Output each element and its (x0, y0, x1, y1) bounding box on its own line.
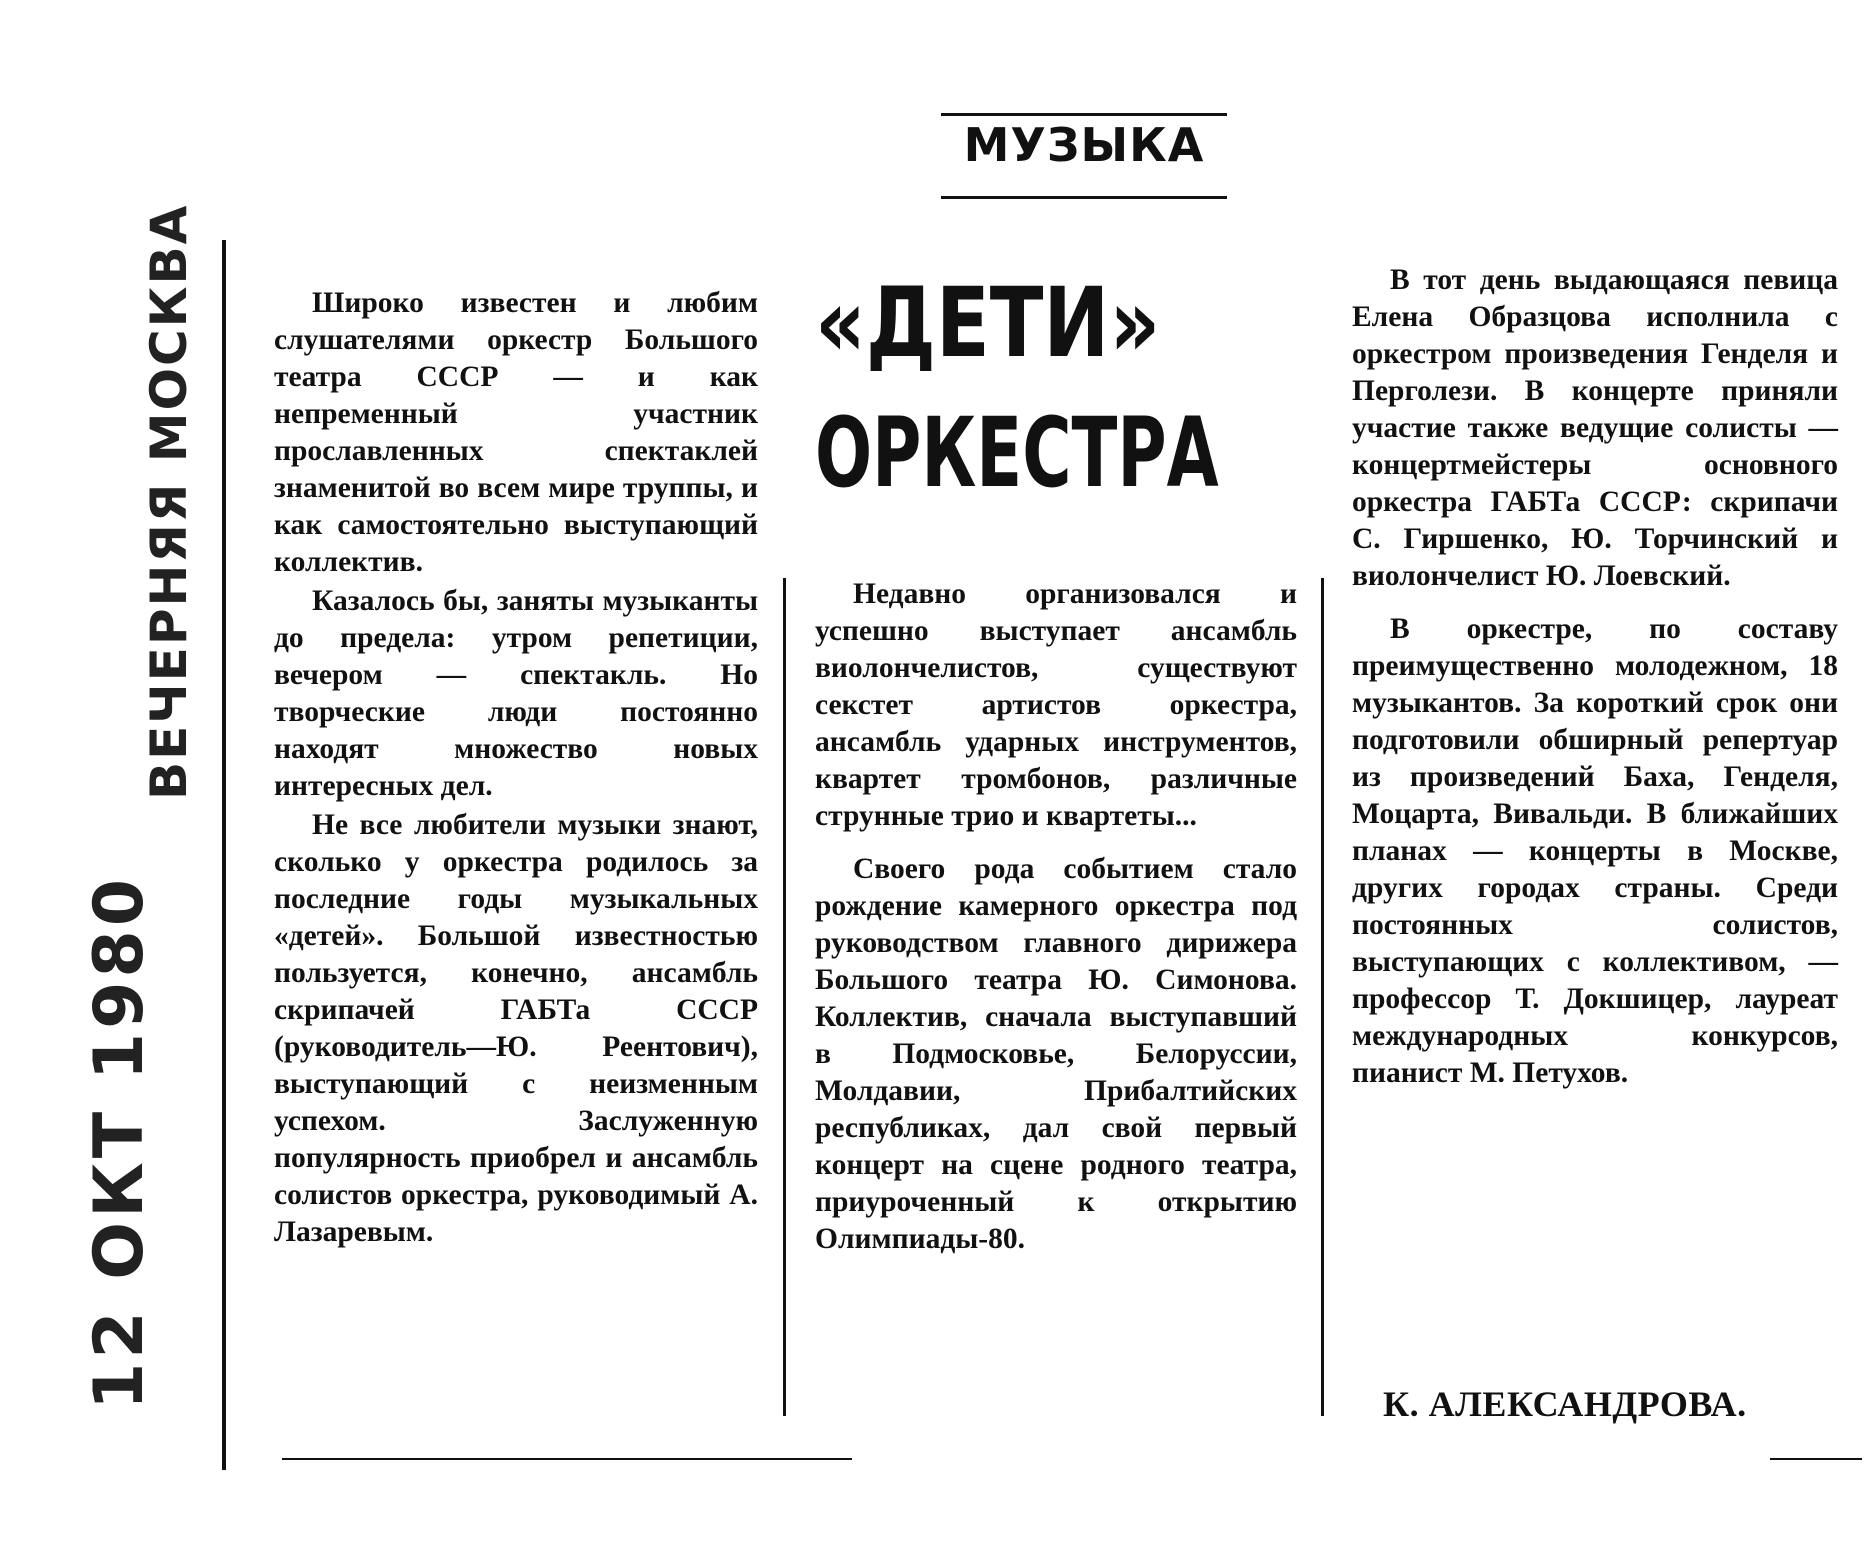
headline-line-2: ОРКЕСТРА (815, 397, 1219, 509)
section-title: МУЗЫКА (963, 118, 1205, 172)
article-middle-column (815, 576, 1297, 1258)
paragraph: В тот день выдающаяся певица Елена Образцова исполнила с оркестром произведения Генделя и Перголези. В концерте приняли участие также ведущие солисты — концертмейстеры основного оркестра ГАБТа СССР: скрипачи С. Гиршенко, Ю. Торчинский и виолончелист Ю. Лоевский. (1352, 264, 1838, 592)
date-stamp: 12 ОКТ 1980 (80, 874, 159, 1410)
paragraph: В оркестре, по составу преимущественно молодежном, 18 музыкантов. За короткий срок они подготовили обширный репертуар из произведений Баха, Генделя, Моцарта, Вивальди. В ближайших планах — концерты в Москве, других городах страны. Среди постоянных солистов, выступающих с коллективом, — профессор Т. Докшицер, лауреат международных конкурсов, пианист М. Петухов. (1352, 613, 1838, 1089)
section-rule-top (941, 113, 1227, 116)
article-left-column (274, 285, 758, 1251)
headline-line-1: «ДЕТИ» (815, 267, 1161, 379)
bottom-rule-right (1770, 1458, 1862, 1460)
paragraph: Широко известен и любим слушателями оркестр Большого театра СССР — и как непременный участник прославленных спектаклей знаменитой во всем мире труппы, и как самостоятельно выступающий коллектив. (274, 287, 758, 578)
left-margin-rule (222, 240, 226, 1470)
paragraph: Своего рода событием стало рождение камерного оркестра под руководством главного дирижера Большого театра Ю. Симонова. Коллектив, сначала выступавший в Подмосковье, Белоруссии, Молдавии, Прибалтийских республиках, дал свой первый концерт на сцене родного театра, приуроченный к открытию Олимпиады-80. (815, 853, 1297, 1255)
newspaper-stamp: ВЕЧЕРНЯЯ МОСКВА (140, 203, 198, 800)
section-rule-bottom (941, 196, 1227, 199)
article-right-column (1352, 262, 1838, 1092)
paragraph: Недавно организовался и успешно выступает ансамбль виолончелистов, существуют секстет артистов оркестра, ансамбль ударных инструментов, квартет тромбонов, различные струнные трио и квартеты... (815, 578, 1297, 832)
paragraph: Не все любители музыки знают, сколько у оркестра родилось за последние годы музыкальных «детей». Большой известностью пользуется, конечно, ансамбль скрипачей ГАБТа СССР (руководитель—Ю. Реентович), выступающий с неизменным успехом. Заслуженную популярность приобрел и ансамбль солистов оркестра, руководимый А. Лазаревым. (274, 809, 758, 1248)
author-signature: К. АЛЕКСАНДРОВА. (1383, 1384, 1747, 1424)
column-rule-1 (783, 578, 786, 1416)
column-rule-2 (1321, 578, 1324, 1416)
bottom-rule (282, 1458, 852, 1460)
paragraph: Казалось бы, заняты музыканты до предела: утром репетиции, вечером — спектакль. Но творческие люди постоянно находят множество новых интересных дел. (274, 585, 758, 802)
